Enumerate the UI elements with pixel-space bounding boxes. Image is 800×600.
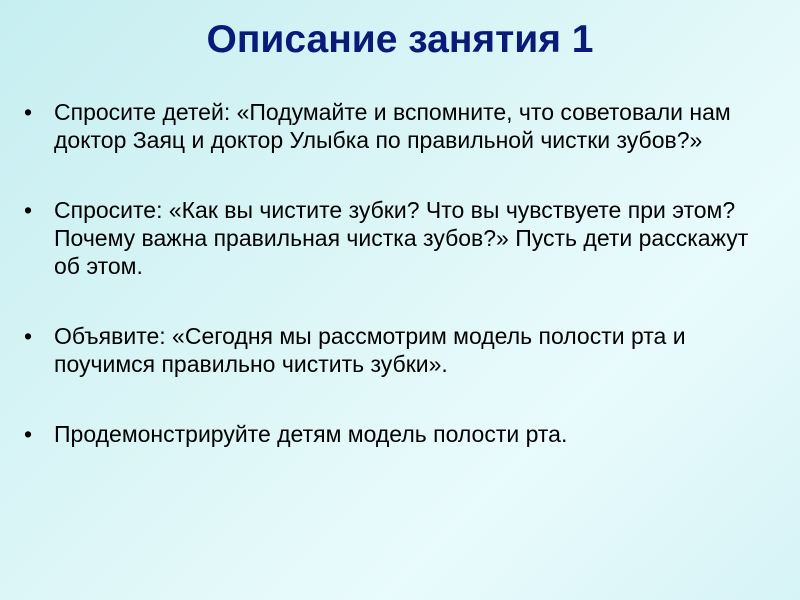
bullet-icon: • (24, 323, 33, 349)
bullet-icon: • (24, 421, 33, 447)
list-item (0, 196, 800, 280)
list-item (0, 98, 800, 154)
slide-title: Описание занятия 1 (206, 18, 594, 61)
list-item (0, 420, 800, 448)
list-item (0, 322, 800, 378)
bullet-icon: • (24, 197, 33, 223)
list-item-text: Спросите: «Как вы чистите зубки? Что вы чувствуете при этом? Почему важна правильная чистка зубов?» Пусть дети расскажут об этом. (54, 197, 749, 279)
bullet-icon: • (24, 99, 33, 125)
bullet-list (0, 98, 800, 448)
list-item-text: Продемонстрируйте детям модель полости рта. (54, 421, 568, 447)
list-item-text: Спросите детей: «Подумайте и вспомните, что советовали нам доктор Заяц и доктор Улыбка по правильной чистки зубов?» (54, 99, 731, 153)
list-item-text: Объявите: «Сегодня мы рассмотрим модель полости рта и поучимся правильно чистить зубки». (54, 323, 686, 377)
